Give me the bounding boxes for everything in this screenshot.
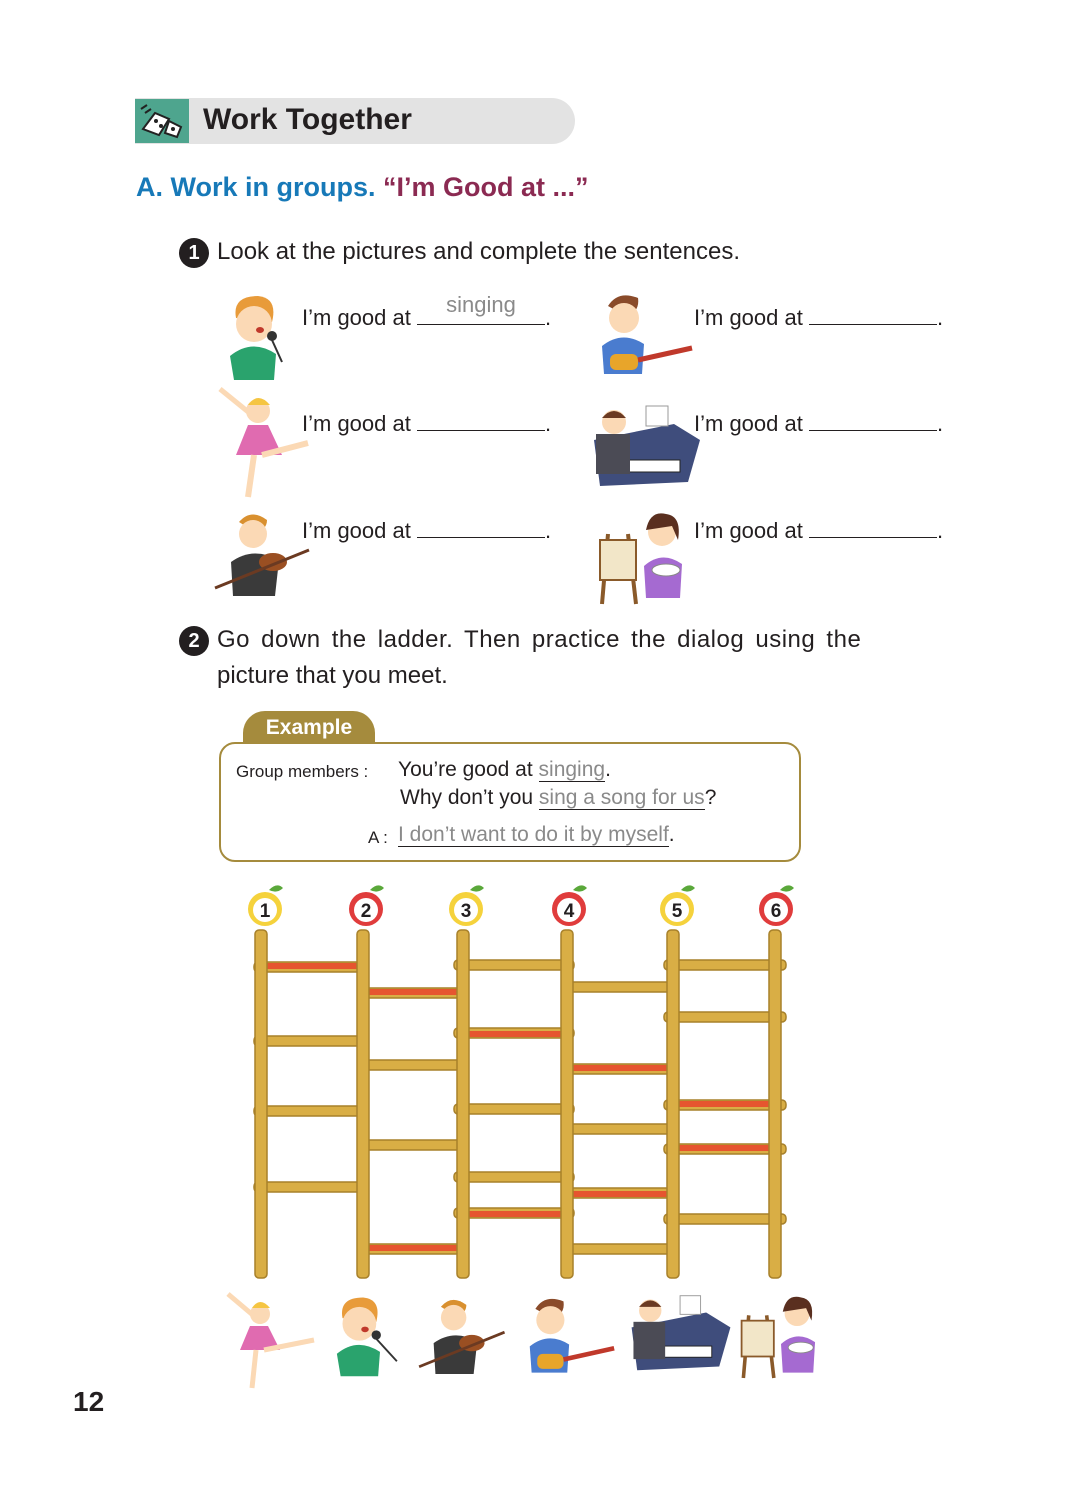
apple-number-6[interactable]	[759, 885, 794, 926]
boy-violin-icon	[205, 506, 315, 603]
activity-heading-main: A. Work in groups.	[136, 172, 376, 202]
girl-ballet-icon	[212, 385, 312, 508]
apple-leaf	[370, 885, 384, 891]
sentence-1	[302, 292, 552, 331]
sentence-prefix: I’m good at	[302, 305, 411, 330]
boy-piano-icon	[588, 400, 706, 497]
answer-blank[interactable]	[809, 515, 937, 538]
example-text: You’re good at	[398, 758, 533, 781]
sentence-5	[302, 515, 551, 544]
section-title: Work Together	[203, 103, 412, 136]
answer-blank[interactable]	[417, 515, 545, 538]
answer-blank[interactable]	[809, 302, 937, 325]
apple-leaf	[269, 885, 283, 891]
activity-heading-topic: “I’m Good at ...”	[383, 172, 589, 202]
boy-violin-icon	[410, 1292, 510, 1381]
example-punct: .	[668, 823, 675, 846]
example-tab: Example	[243, 711, 375, 744]
apple-leaf	[780, 885, 794, 891]
answer-blank[interactable]	[809, 408, 937, 431]
apple-number: 5	[671, 901, 683, 922]
ladder-diagram	[196, 878, 846, 1298]
apple-number: 1	[259, 901, 271, 922]
boy-guitar-icon	[516, 1292, 626, 1387]
speaker-group-members: Group members :	[236, 762, 369, 781]
boy-singing-icon	[320, 1290, 410, 1385]
apple-number-5[interactable]	[660, 885, 695, 926]
example-line-2	[400, 786, 716, 810]
apple-number: 4	[563, 901, 575, 922]
step-1-badge: 1	[179, 238, 209, 268]
apple-number: 6	[770, 901, 782, 922]
boy-piano-icon	[626, 1290, 736, 1381]
boy-guitar-icon	[588, 288, 704, 389]
example-answer: singing	[538, 758, 606, 781]
example-answer: sing a song for us	[538, 786, 705, 809]
sentence-suffix: .	[936, 411, 944, 436]
step-2-badge: 2	[179, 626, 209, 656]
sentence-prefix: I’m good at	[302, 411, 411, 436]
example-punct: ?	[704, 786, 717, 809]
sentence-prefix: I’m good at	[694, 518, 803, 543]
sentence-prefix: I’m good at	[694, 411, 803, 436]
step-1-instruction: Look at the pictures and complete the sentences.	[217, 238, 740, 265]
sentence-suffix: .	[544, 411, 552, 436]
answer-blank[interactable]	[417, 408, 545, 431]
apple-number: 3	[460, 901, 472, 922]
girl-painting-icon	[738, 1290, 824, 1385]
sentence-6	[694, 515, 943, 544]
boy-singing-icon	[212, 288, 308, 389]
sentence-suffix: .	[936, 305, 944, 330]
sentence-2	[694, 302, 943, 331]
sentence-prefix: I’m good at	[302, 518, 411, 543]
answer-text: singing	[446, 292, 516, 317]
sentence-prefix: I’m good at	[694, 305, 803, 330]
apple-number-3[interactable]	[449, 885, 484, 926]
example-punct: .	[605, 758, 611, 781]
page-number: 12	[73, 1386, 105, 1417]
answer-blank[interactable]	[417, 292, 545, 325]
example-line-3	[398, 823, 675, 847]
ladder-game	[196, 878, 846, 1303]
example-line-1	[398, 758, 611, 782]
apple-number: 2	[360, 901, 372, 922]
girl-painting-icon	[596, 506, 692, 611]
apple-leaf	[470, 885, 484, 891]
apple-leaf	[681, 885, 695, 891]
speaker-a: A :	[368, 828, 388, 847]
girl-ballet-icon	[218, 1290, 318, 1395]
step-2-instruction-line-2: picture that you meet.	[217, 662, 448, 689]
step-2-instruction-line-1: Go down the ladder. Then practice the dialog using the	[217, 626, 862, 653]
sentence-3	[302, 408, 551, 437]
example-answer: I don’t want to do it by myself	[398, 823, 669, 846]
sentence-suffix: .	[544, 518, 552, 543]
sentence-suffix: .	[544, 305, 552, 330]
activity-heading	[136, 172, 589, 203]
apple-leaf	[573, 885, 587, 891]
sentence-4	[694, 408, 943, 437]
sentence-suffix: .	[936, 518, 944, 543]
apple-number-1[interactable]	[248, 885, 283, 926]
dice-icon	[135, 99, 189, 143]
apple-number-4[interactable]	[552, 885, 587, 926]
example-text: Why don’t you	[400, 786, 534, 809]
apple-number-2[interactable]	[349, 885, 384, 926]
